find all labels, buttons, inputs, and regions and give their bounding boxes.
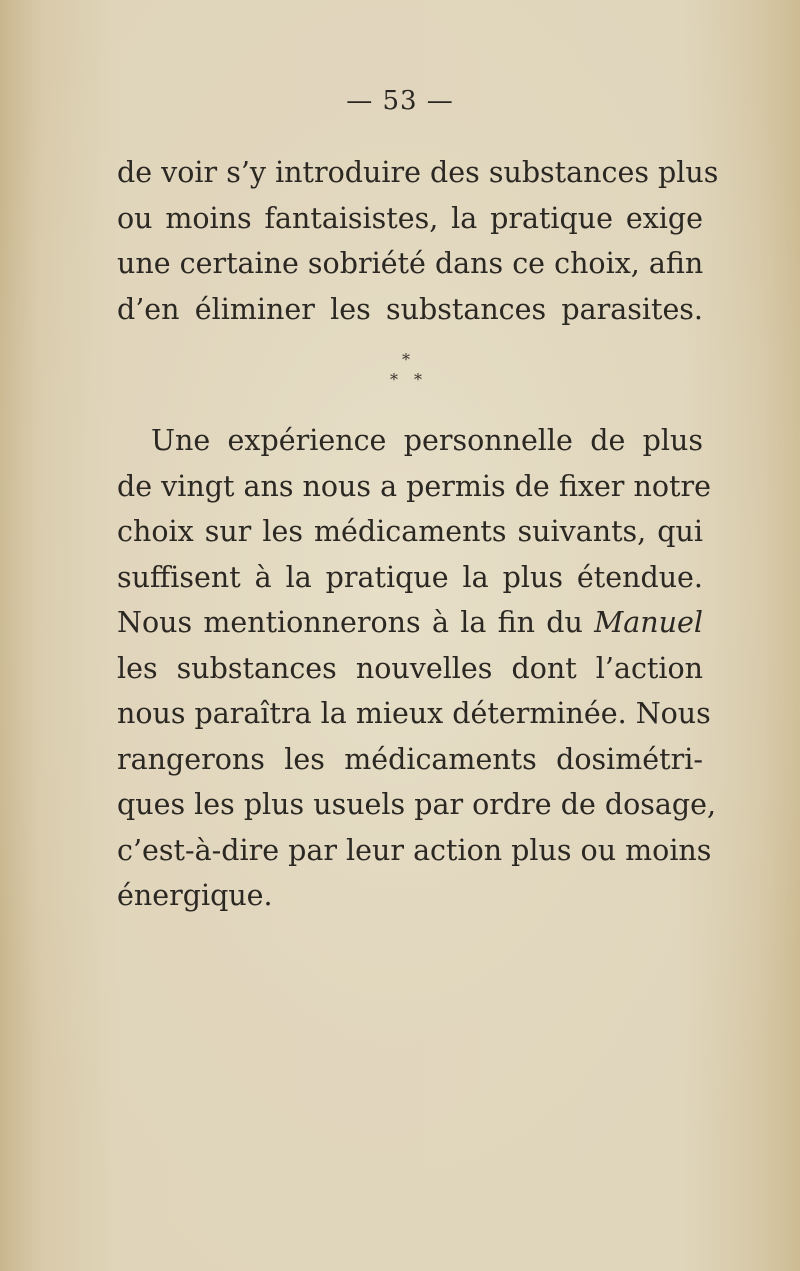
- text-line: suffisent à la pratique la plus étendue.: [117, 560, 703, 594]
- text-line: c’est-à-dire par leur action plus ou moins: [117, 833, 712, 867]
- text-line: rangerons les médicaments dosimétri-: [117, 742, 703, 776]
- text-line: ou moins fantaisistes, la pratique exige: [117, 201, 703, 235]
- asterisk-glyph: *: [390, 370, 398, 389]
- text-line: nous paraîtra la mieux déterminée. Nous: [117, 697, 711, 730]
- text-line: d’en éliminer les substances parasites.: [117, 292, 703, 326]
- text-line: de vingt ans nous a permis de fixer notre: [117, 469, 711, 503]
- text-line: une certaine sobriété dans ce choix, afin: [117, 247, 704, 280]
- asterisk-glyph: *: [402, 350, 410, 369]
- text-line: Une expérience personnelle de plus: [151, 424, 703, 457]
- italic-title-manuel: Manuel: [594, 606, 703, 639]
- text-line-with-italic: [117, 600, 703, 646]
- text-line: de voir s’y introduire des substances plus: [117, 156, 719, 189]
- page-number: — 53 —: [346, 86, 454, 116]
- asterisk-glyph: *: [414, 370, 422, 389]
- text-line: les substances nouvelles dont l’action: [117, 651, 703, 685]
- text-line: choix sur les médicaments suivants, qui: [117, 515, 703, 548]
- text-line: ques les plus usuels par ordre de dosage,: [117, 788, 717, 821]
- asterism-separator: [0, 350, 800, 400]
- text-fragment: Nous mentionnerons à la fin du: [117, 606, 595, 639]
- paragraph-2: [117, 418, 717, 919]
- text-line: énergique.: [117, 879, 273, 912]
- paragraph-1: [117, 150, 719, 332]
